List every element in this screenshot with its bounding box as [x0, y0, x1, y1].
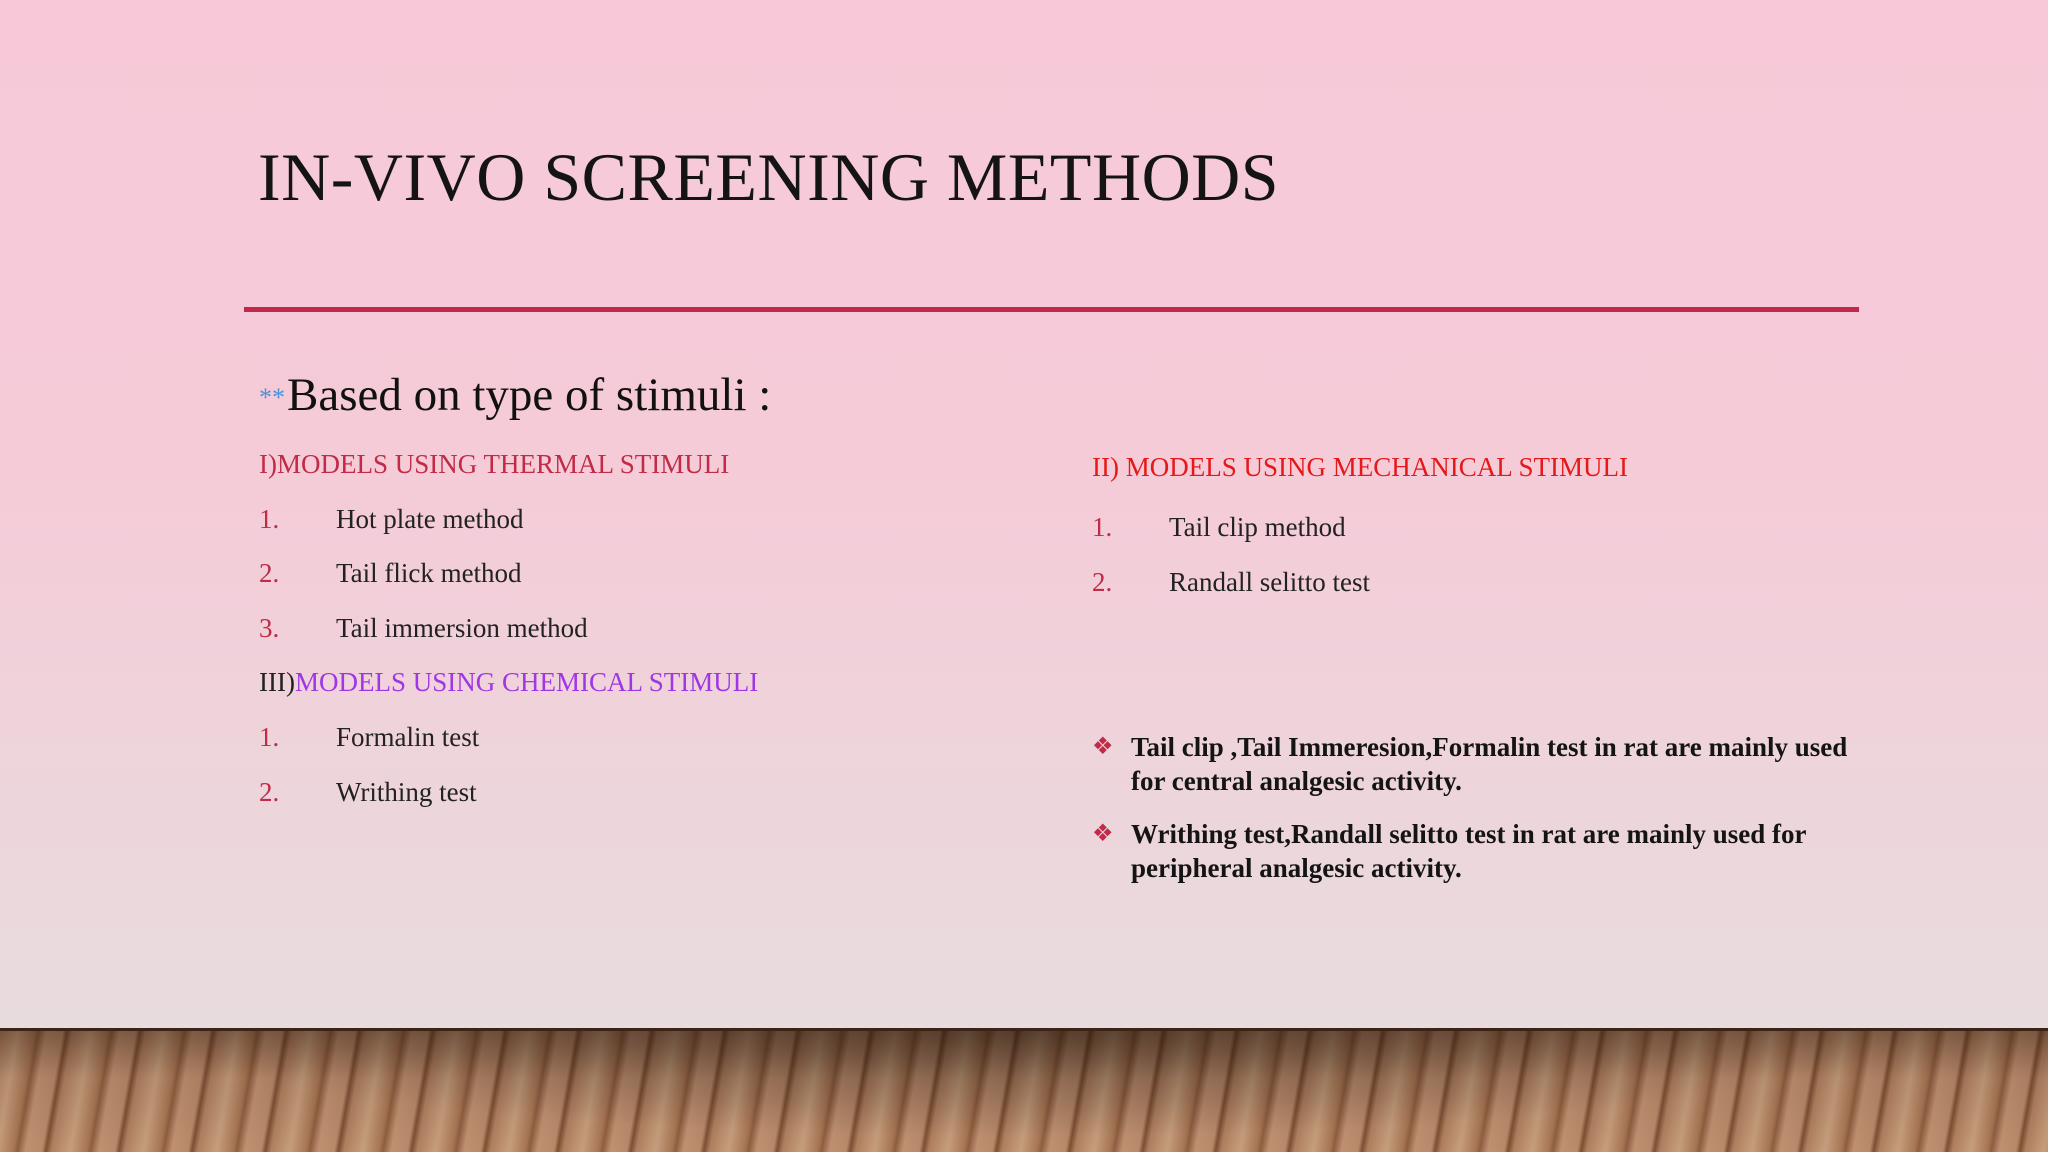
title-divider — [244, 307, 1859, 312]
subtitle-stars: ** — [259, 383, 285, 412]
list-number: 3. — [259, 613, 280, 643]
chemical-heading — [259, 667, 758, 698]
mechanical-heading: II) MODELS USING MECHANICAL STIMULI — [1092, 452, 1628, 482]
diamond-bullet-icon: ❖ — [1092, 734, 1114, 760]
list-number: 2. — [1092, 567, 1113, 597]
list-number: 1. — [259, 504, 280, 534]
note-item — [1092, 730, 1852, 798]
list-text: Tail flick method — [336, 558, 522, 588]
list-text: Tail immersion method — [336, 613, 588, 643]
list-number: 2. — [259, 558, 280, 588]
note-item — [1092, 817, 1852, 885]
list-text: Formalin test — [336, 722, 480, 752]
note-text: Writhing test,Randall selitto test in rat are mainly used for peripheral analgesic activity. — [1131, 819, 1806, 883]
list-number: 2. — [259, 777, 280, 807]
thermal-heading: I)MODELS USING THERMAL STIMULI — [259, 449, 730, 479]
list-number: 1. — [259, 722, 280, 752]
list-text: Randall selitto test — [1169, 567, 1370, 597]
chemical-heading-prefix: III) — [259, 667, 295, 697]
list-text: Tail clip method — [1169, 512, 1346, 542]
list-text: Writhing test — [336, 777, 477, 807]
slide-title: IN-VIVO SCREENING METHODS — [258, 139, 1280, 215]
floor-shadow — [0, 1028, 2048, 1152]
chemical-heading-text: MODELS USING CHEMICAL STIMULI — [294, 667, 759, 697]
diamond-bullet-icon: ❖ — [1092, 821, 1114, 847]
list-number: 1. — [1092, 512, 1113, 542]
list-text: Hot plate method — [336, 504, 524, 534]
note-text: Tail clip ,Tail Immeresion,Formalin test in rat are mainly used for central analgesic activity. — [1131, 732, 1848, 796]
subtitle-text: Based on type of stimuli : — [287, 369, 772, 421]
subtitle — [259, 368, 771, 422]
